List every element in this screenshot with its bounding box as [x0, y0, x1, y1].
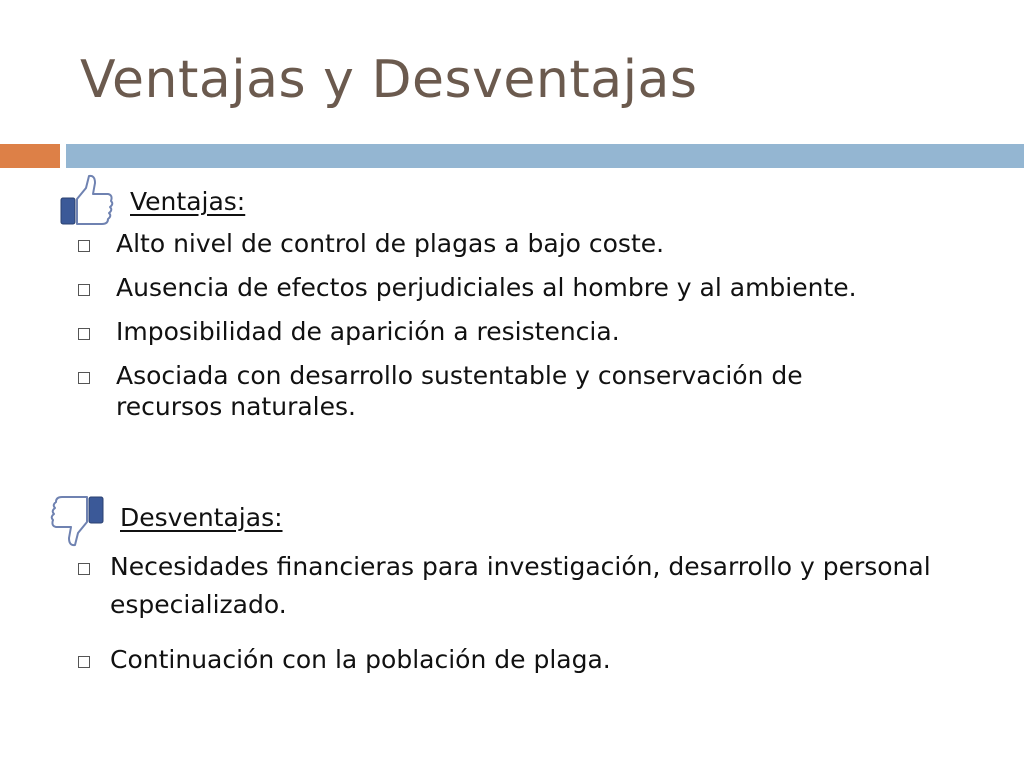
list-item: [78, 228, 978, 259]
square-bullet-icon: [78, 284, 90, 296]
square-bullet-icon: [78, 240, 90, 252]
square-bullet-icon: [78, 372, 90, 384]
thumbs-down-icon: [50, 493, 106, 549]
list-item-text: Asociada con desarrollo sustentable y conservación de recursos naturales.: [116, 361, 803, 421]
list-item-text: Necesidades financieras para investigación, desarrollo y personal especializado.: [110, 552, 931, 619]
disadvantages-list: [78, 548, 978, 696]
advantages-list: [78, 228, 978, 435]
accent-bar-blue: [66, 144, 1024, 168]
advantages-heading: Ventajas:: [130, 187, 246, 216]
list-item: [78, 272, 978, 303]
accent-bar-orange: [0, 144, 60, 168]
list-item-text: Ausencia de efectos perjudiciales al hombre y al ambiente.: [116, 273, 857, 302]
list-item: [78, 548, 960, 624]
list-item: [78, 641, 978, 679]
list-item: [78, 316, 978, 347]
square-bullet-icon: [78, 328, 90, 340]
list-item-text: Alto nivel de control de plagas a bajo coste.: [116, 229, 665, 258]
list-item-text: Imposibilidad de aparición a resistencia.: [116, 317, 620, 346]
disadvantages-heading: Desventajas:: [120, 503, 283, 532]
list-item-text: Continuación con la población de plaga.: [110, 645, 611, 674]
square-bullet-icon: [78, 563, 90, 575]
thumbs-up-icon: [58, 172, 114, 228]
slide-title: Ventajas y Desventajas: [80, 50, 698, 110]
square-bullet-icon: [78, 656, 90, 668]
list-item: [78, 360, 896, 422]
